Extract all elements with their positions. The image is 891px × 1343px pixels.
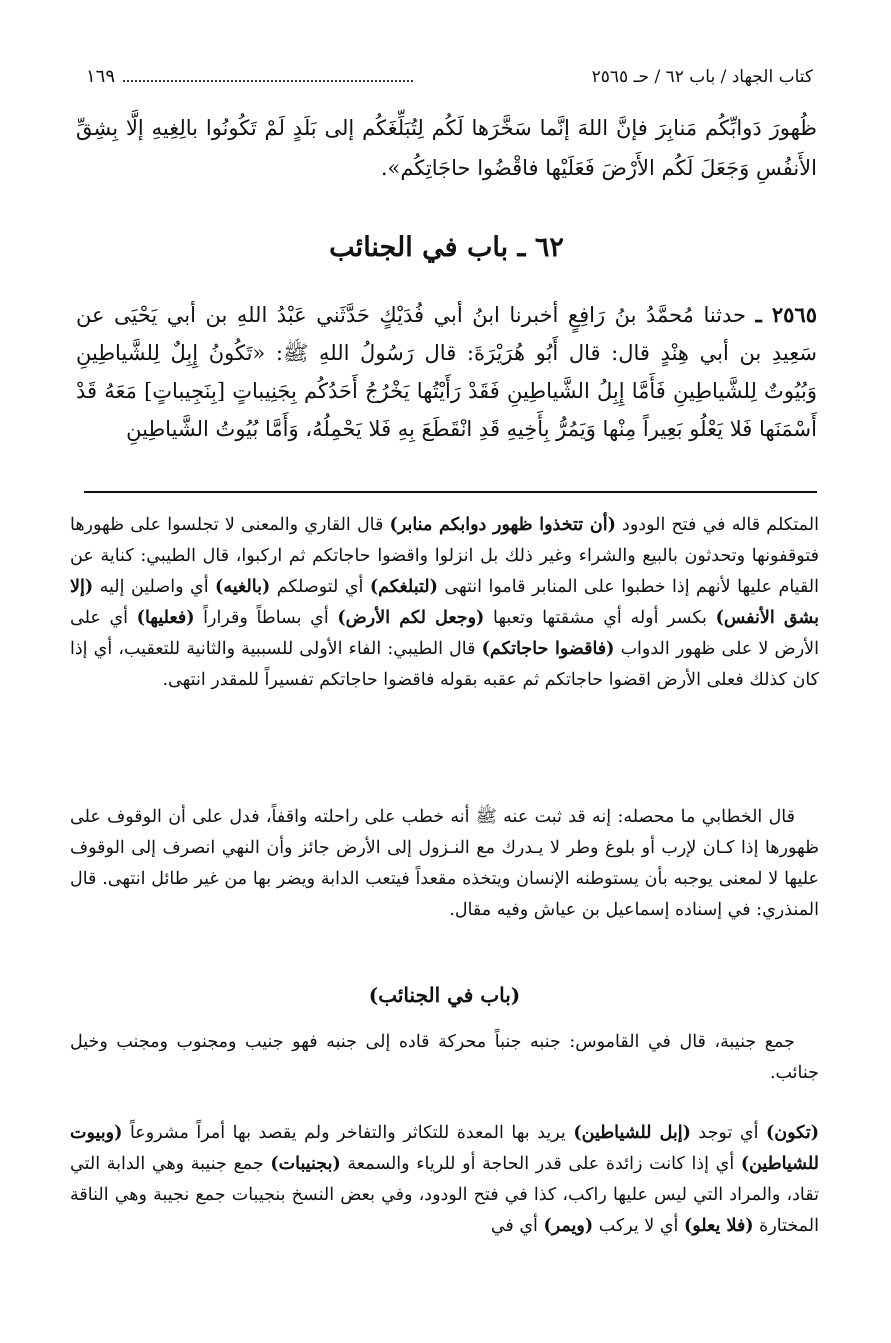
- commentary-text: جمع جنيبة، قال في القاموس: جنبه جنباً محركة قاده إلى جنبه فهو جنيب ومجنوب ومجنب وخيل جنائب.: [70, 1032, 819, 1083]
- page-number: ١٦٩: [86, 66, 116, 87]
- commentary-paragraph-3: [70, 1027, 819, 1089]
- hadith-number: ٢٥٦٥ ـ: [755, 302, 817, 327]
- commentary-text: أي لتوصلكم: [270, 577, 370, 597]
- commentary-text: أي على الأرض لا على ظهور الدواب: [70, 608, 819, 659]
- commentary-lemma: (بالغيه): [215, 577, 271, 597]
- hadith-2565: [76, 296, 817, 448]
- commentary-lemma: (بجنيبات): [270, 1154, 341, 1174]
- commentary-lemma: (فاقضوا حاجاتكم): [481, 639, 615, 659]
- commentary-text: المتكلم قاله في فتح الودود: [615, 515, 819, 535]
- commentary-text: أي واصلين إليه: [93, 577, 216, 597]
- commentary-text: قال الطيبي: الفاء الأولى للسببية والثانية للتعقيب، أي إذا كان كذلك فعلى الأرض اقضوا حاجاتكم ثم عقبه بقوله فاقضوا حاجاتكم تفسيراً للمقدر انتهى.: [70, 639, 819, 690]
- commentary-lemma: (فلا يعلو): [683, 1216, 754, 1236]
- hadith-continuation-text: ظُهورَ دَوابِّكُم مَنابِرَ فإنَّ اللهَ إنَّما سَخَّرَها لَكُم لِتُبَلِّغَكُم إلى بَلَدٍ لَمْ تَكُونُوا بالِغِيهِ إلَّا بِشِقِّ الأَنفُسِ وَجَعَلَ لَكُم الأَرْضَ فَعَلَيْها فاقْضُوا حاجَاتِكُم».: [76, 116, 817, 180]
- commentary-subheading: (باب في الجنائب): [368, 983, 521, 1007]
- commentary-lemma: (أن تتخذوا ظهور دوابكم منابر): [389, 515, 616, 535]
- commentary-lemma: (وبيوت للشياطين): [70, 1123, 819, 1174]
- header-page-number-group: [86, 66, 413, 88]
- running-title: كتاب الجهاد / باب ٦٢ / حـ ٢٥٦٥: [591, 67, 813, 87]
- commentary-text: أي في: [490, 1216, 544, 1236]
- commentary-paragraph-4: [70, 1118, 819, 1242]
- chapter-title: ٦٢ ـ باب في الجنائب: [329, 232, 564, 263]
- page-header: [86, 58, 813, 88]
- commentary-lemma: (لتبلغكم): [369, 577, 438, 597]
- commentary-text: أي لا يركب: [593, 1216, 684, 1236]
- commentary-text: أي توجد: [690, 1123, 766, 1143]
- commentary-text: قال الخطابي ما محصله: إنه قد ثبت عنه ﷺ أنه خطب على راحلته واقفاً، فدل على أن الوقوف على ظهورها إذا كـان لإرب أو بلوغ وطر لا يـدرك مع النـزول إلى الأرض جائز وأن النهي انصرف إلى الوقوف عليها لا لمعنى يوجبه بأن يستوطنه الإنسان ويتخذه مقعداً فيتعب الدابة ويضر بها من غير طائل انتهى. قال المنذري: في إسناده إسماعيل بن عياش وفيه مقال.: [70, 807, 819, 920]
- commentary-text: قال القاري والمعنى لا تجلسوا على ظهورها فتوقفونها وتحدثون بالبيع والشراء وغير ذلك بل انزلوا واقضوا حاجاتكم ثم اركبوا، قال الطيبي: كناية عن القيام عليها لأنهم إذا خطبوا على المنابر قاموا انتهى: [70, 515, 819, 597]
- commentary-text: أي بساطاً وقراراً: [194, 608, 338, 628]
- commentary-lemma: (تكون): [766, 1123, 819, 1143]
- hadith-text: حدثنا مُحمَّدُ بنُ رَافِعٍ أخبرنا ابنُ أبي فُدَيْكٍ حَدَّثَني عَبْدُ اللهِ بن أبي يَحْيَى عن سَعِيدِ بن أبي هِنْدٍ قال: قال أَبُو هُرَيْرَةَ: قال رَسُولُ اللهِ ﷺ: «تَكُونُ إِبِلٌ لِلشَّياطِينِ وَبُيُوتٌ لِلشَّياطِينِ فَأَمَّا إِبِلُ الشَّياطِينِ فَقَدْ رَأَيْتُها يَخْرُجُ أَحَدُكُم بِجَنِيباتٍ [بِنَجِيباتٍ] مَعَهُ قَدْ أَسْمَنَها فَلا يَعْلُو بَعِيراً مِنْها وَيَمُرُّ بِأَخِيهِ قَدِ انْقَطَعَ بِهِ فَلا يَحْمِلُهُ، وَأَمَّا بُيُوتُ الشَّياطِينِ: [76, 303, 817, 441]
- commentary-lemma: (إبل للشياطين): [573, 1123, 691, 1143]
- commentary-lemma: (ويمر): [543, 1216, 594, 1236]
- commentary-paragraph-2: [70, 802, 819, 926]
- commentary-lemma: (فعليها): [136, 608, 195, 628]
- commentary-text: جمع جنيبة وهي الدابة التي تقاد، والمراد التي ليس عليها راكب، كذا في فتح الودود، وفي بعض النسخ بنجيبات جمع نجيبة وهي الناقة المختارة: [70, 1154, 819, 1236]
- footnote-divider: [84, 491, 817, 493]
- commentary-text: بكسر أوله أي مشقتها وتعبها: [484, 608, 716, 628]
- commentary-lemma: (إلا بشق الأنفس): [70, 577, 819, 628]
- commentary-text: أي إذا كانت زائدة على قدر الحاجة أو للرياء والسمعة: [340, 1154, 741, 1174]
- commentary-lemma: (وجعل لكم الأرض): [337, 608, 485, 628]
- commentary-paragraph-1: [70, 510, 819, 696]
- commentary-text: يريد بها المعدة للتكاثر والتفاخر ولم يقصد بها أمراً مشروعاً: [122, 1123, 574, 1143]
- header-dotted-leader: [123, 80, 413, 82]
- hadith-continuation: [76, 108, 817, 188]
